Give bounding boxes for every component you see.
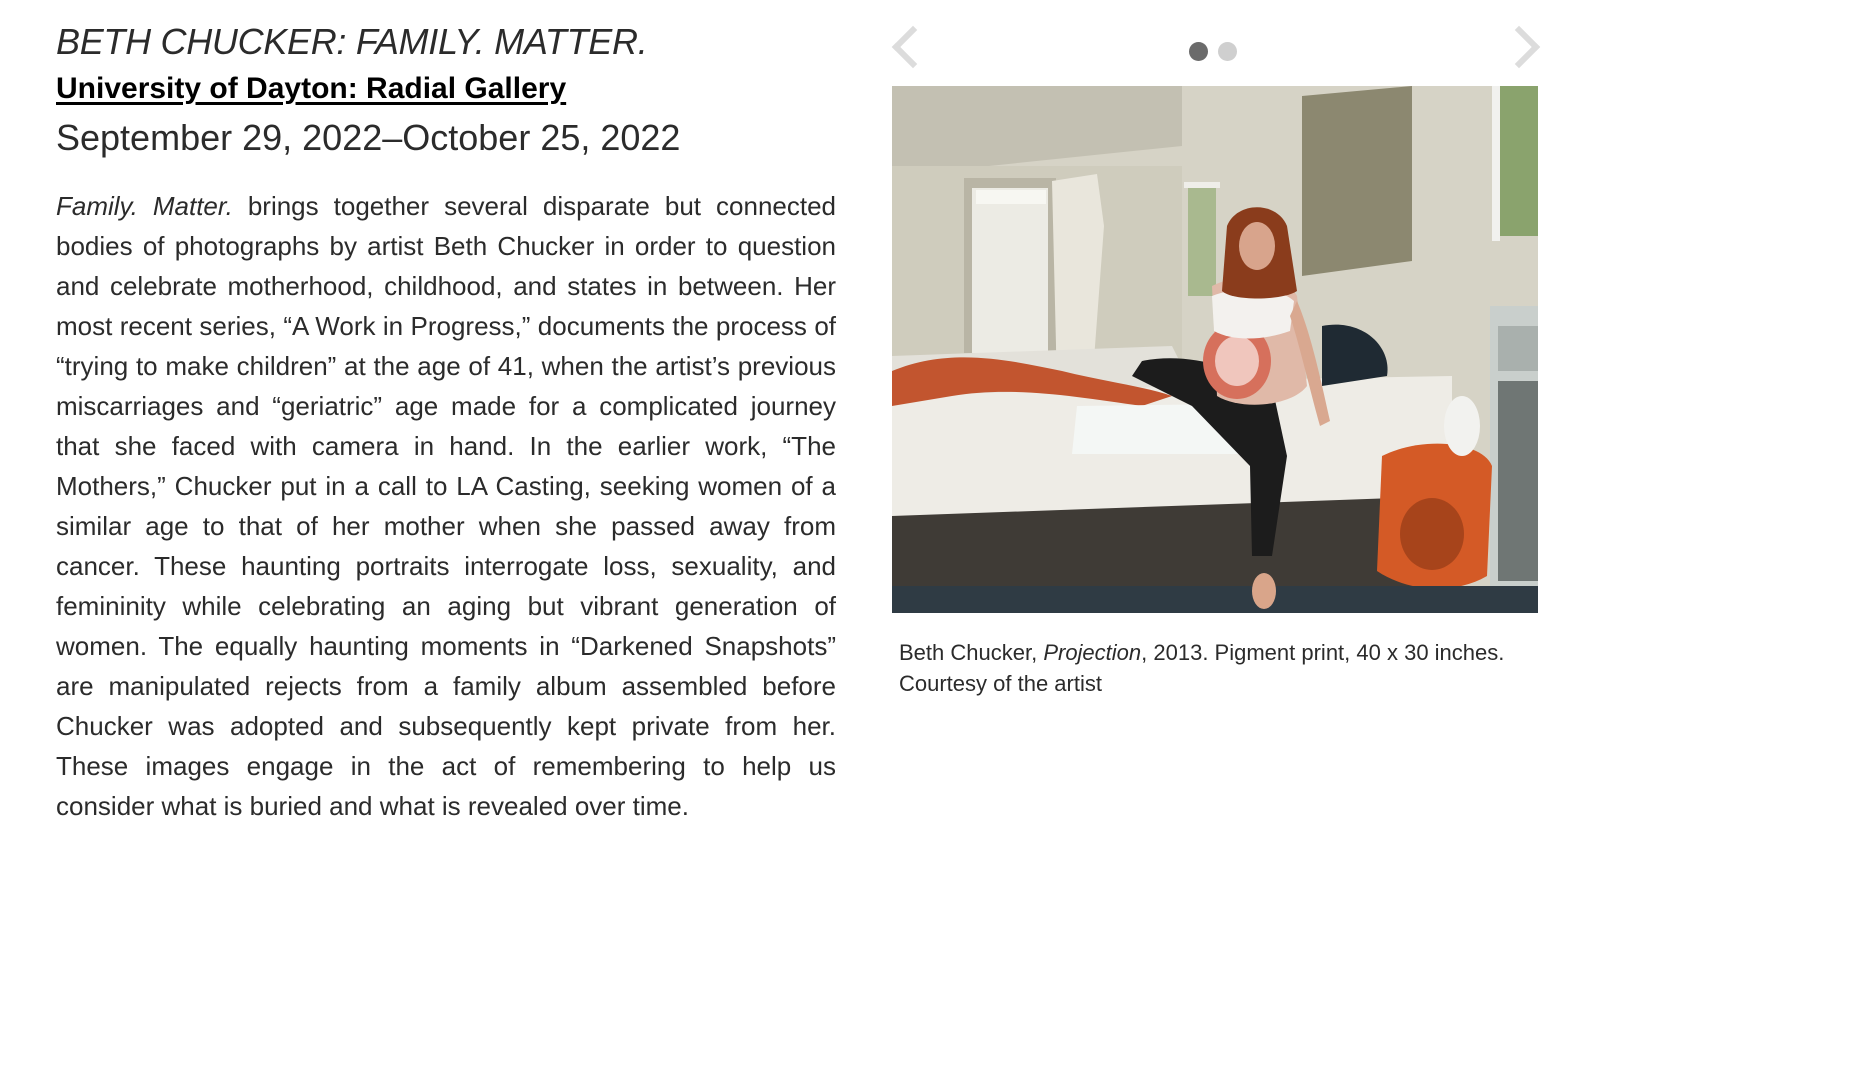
artwork-caption: [899, 637, 1546, 699]
caption-credit: Courtesy of the artist: [899, 671, 1102, 696]
carousel-dot-2[interactable]: [1218, 42, 1237, 61]
caption-artist: Beth Chucker,: [899, 640, 1044, 665]
venue-link[interactable]: University of Dayton: Radial Gallery: [56, 72, 567, 105]
exhibition-description: [56, 186, 836, 826]
artwork-photo-illustration: [892, 86, 1538, 613]
chevron-right-icon[interactable]: [1498, 26, 1540, 68]
exhibition-title: BETH CHUCKER: FAMILY. MATTER.: [56, 21, 648, 62]
exhibition-info: [56, 18, 836, 852]
image-carousel: [886, 20, 1546, 699]
description-lead-title: Family. Matter.: [56, 191, 233, 221]
chevron-left-icon[interactable]: [892, 26, 934, 68]
carousel-dot-1[interactable]: [1189, 42, 1208, 61]
caption-details: , 2013. Pigment print, 40 x 30 inches.: [1141, 640, 1505, 665]
description-text: brings together several disparate but connected bodies of photographs by artist Beth Chucker in order to question and celebrate motherhood, childhood, and states in between. Her most recent series, “A Work in Progress,” documents the process of “trying to make children” at the age of 41, when the artist’s previous miscarriages and “geriatric” age made for a complicated journey that she faced with camera in hand. In the earlier work, “The Mothers,” Chucker put in a call to LA Casting, seeking women of a similar age to that of her mother when she passed away from cancer. These haunting portraits interrogate loss, sexuality, and femininity while celebrating an aging but vibrant generation of women. The equally haunting moments in “Darkened Snapshots” are manipulated rejects from a family album assembled before Chucker was adopted and subsequently kept private from her. These images engage in the act of remembering to help us consider what is buried and what is revealed over time.: [56, 191, 837, 821]
carousel-nav: [886, 20, 1546, 86]
exhibition-dates: September 29, 2022–October 25, 2022: [56, 117, 681, 158]
artwork-photo: [892, 86, 1538, 613]
carousel-dots: [1189, 42, 1237, 61]
caption-work-title: Projection: [1043, 640, 1142, 665]
